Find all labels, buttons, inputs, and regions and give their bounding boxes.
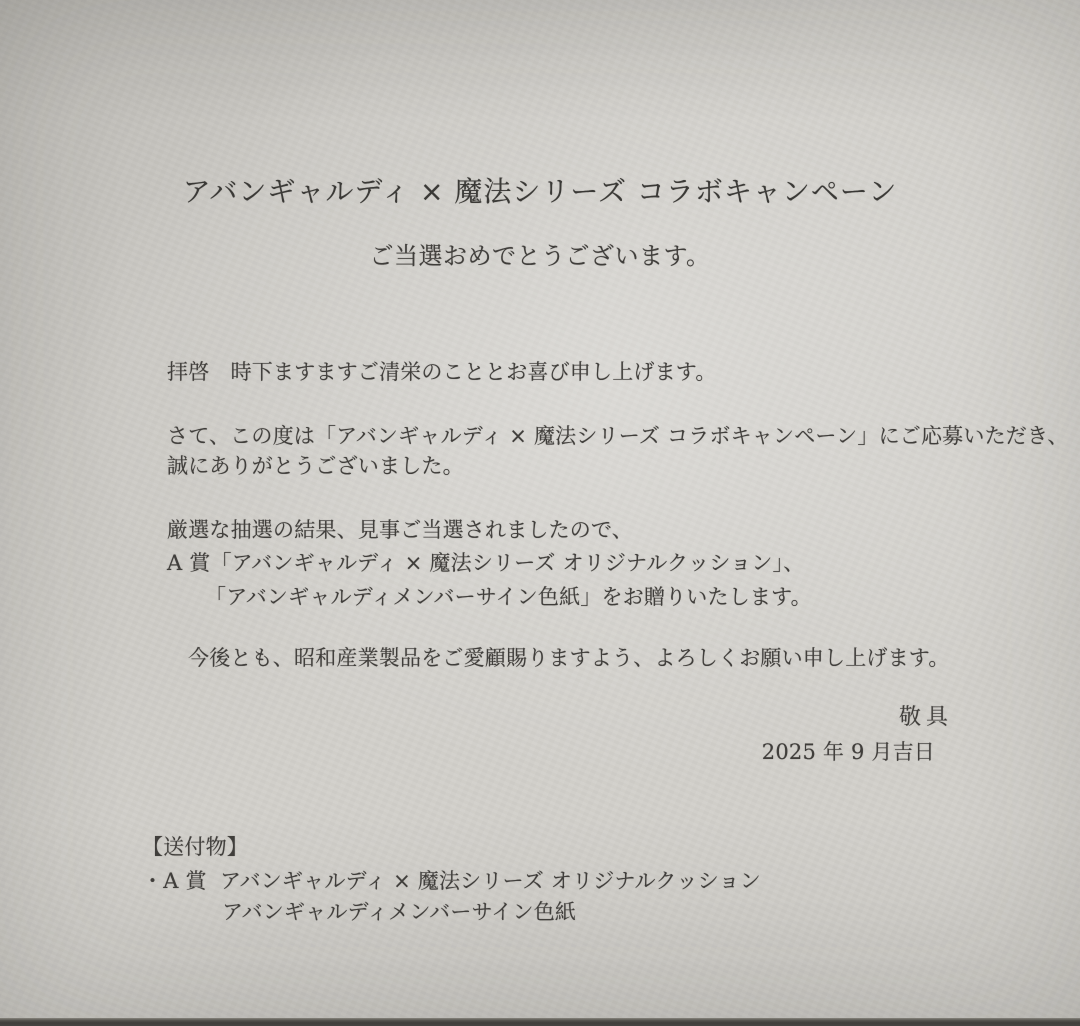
congratulations-heading: ご当選おめでとうございます。 [369, 242, 711, 270]
enclosure-prize-a-label: ・A 賞 [142, 869, 207, 893]
enclosure-cushion-item: アバンギャルディ × 魔法シリーズ オリジナルクッション [220, 869, 761, 893]
photo-bottom-table-edge [0, 1018, 1080, 1026]
lottery-result-line: 厳選な抽選の結果、見事ご当選されましたので、 [167, 518, 633, 542]
prize-signed-board-line: 「アバンギャルディメンバーサイン色紙」をお贈りいたします。 [205, 585, 812, 609]
campaign-title: アバンギャルディ × 魔法シリーズ コラボキャンペーン [182, 175, 898, 208]
application-thanks-line1: さて、この度は「アバンギャルディ × 魔法シリーズ コラボキャンペーン」にご応募いただき、 [167, 424, 1069, 448]
prize-a-cushion-line: A 賞「アバンギャルディ × 魔法シリーズ オリジナルクッション」、 [167, 551, 805, 575]
closing-keigu: 敬具 [898, 705, 953, 730]
enclosures-header: 【送付物】 [142, 835, 248, 859]
salutation-line: 拝啓 時下ますますご清栄のこととお喜び申し上げます。 [167, 360, 717, 384]
continued-patronage-line: 今後とも、昭和産業製品をご愛顧賜りますよう、よろしくお願い申し上げます。 [188, 646, 950, 670]
application-thanks-line2: 誠にありがとうございました。 [167, 454, 464, 478]
letter-date: 2025 年 9 月吉日 [761, 740, 935, 764]
enclosure-signed-board-item: アバンギャルディメンバーサイン色紙 [222, 900, 577, 924]
